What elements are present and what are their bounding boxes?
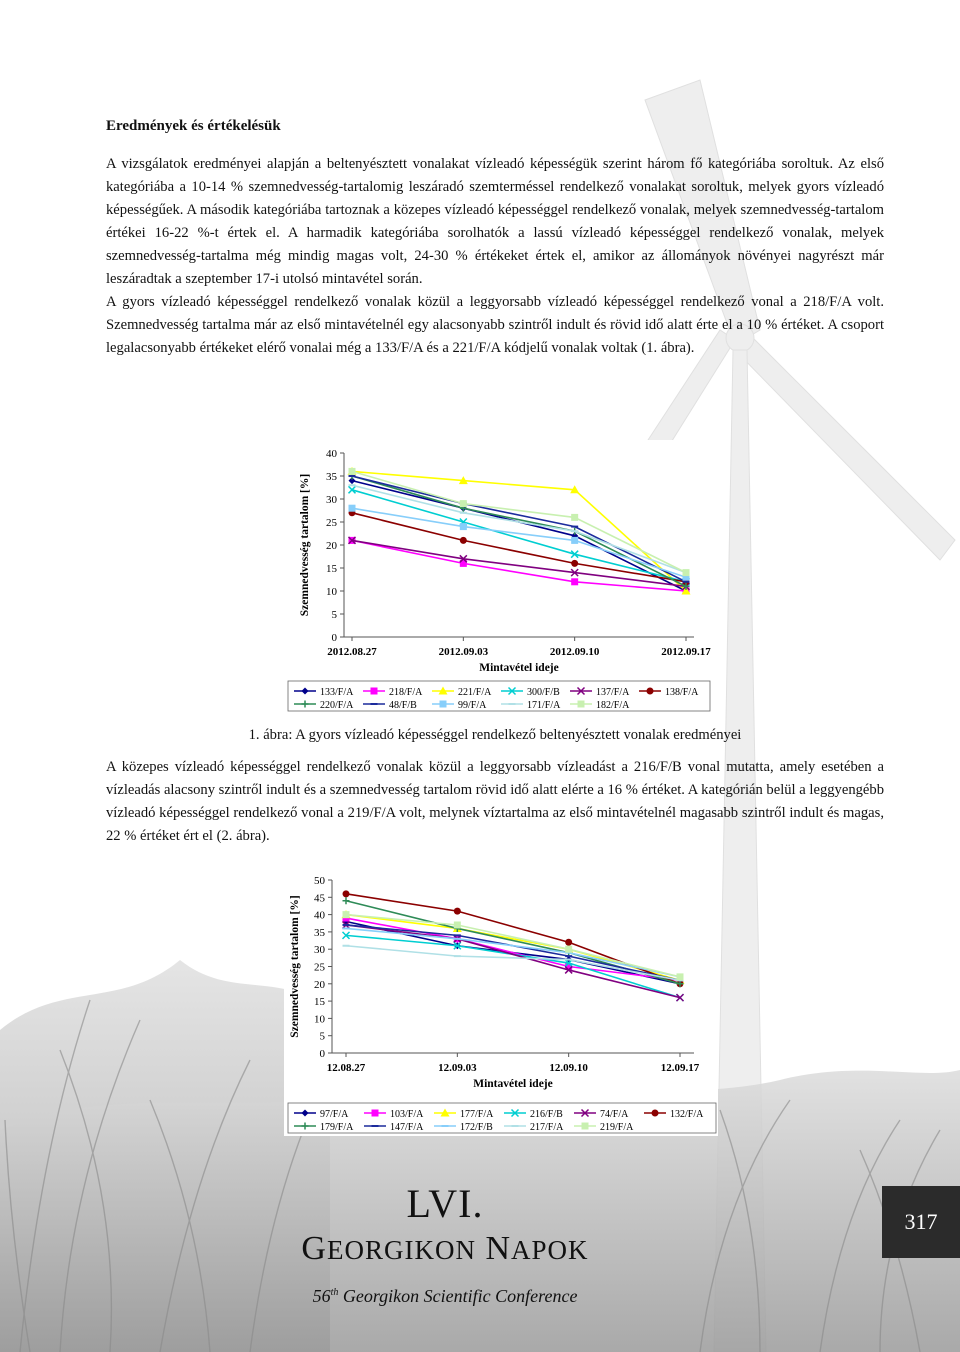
page-number: 317	[904, 1209, 938, 1234]
legend-label: 218/F/A	[389, 687, 423, 698]
x-tick-label: 12.09.03	[438, 1062, 477, 1074]
legend-label: 216/F/B	[530, 1109, 563, 1120]
data-point-99/F/A	[571, 537, 578, 544]
title-eorgikon: EORGIKON	[326, 1235, 476, 1265]
legend-label: 138/F/A	[665, 687, 699, 698]
y-tick-label: 20	[326, 540, 337, 552]
x-tick-label: 12.08.27	[326, 1062, 366, 1074]
y-tick-label: 30	[314, 944, 325, 957]
y-tick-label: 0	[319, 1048, 325, 1060]
conference-title	[250, 1230, 640, 1268]
y-tick-label: 40	[314, 909, 325, 922]
legend-marker	[647, 688, 654, 695]
legend-marker	[302, 1123, 309, 1130]
legend-label: 147/F/A	[390, 1122, 424, 1133]
main-text	[106, 118, 884, 360]
legend-label: 182/F/A	[596, 700, 630, 711]
page-number-box	[882, 1186, 960, 1258]
y-tick-label: 30	[326, 494, 337, 506]
legend-label: 177/F/A	[460, 1109, 494, 1120]
y-tick-label: 10	[326, 586, 337, 598]
data-point-182/F/A	[349, 468, 356, 475]
title-letter-g: G	[301, 1230, 327, 1267]
legend-label: 74/F/A	[600, 1109, 629, 1120]
series-line-171/F/A	[352, 485, 686, 572]
subtitle-number: 56	[312, 1286, 331, 1306]
y-tick-label: 5	[331, 609, 337, 621]
legend-label: 217/F/A	[530, 1122, 564, 1133]
chart-2-svg	[284, 866, 718, 1136]
data-point-182/F/A	[460, 500, 467, 507]
legend-label: 133/F/A	[320, 687, 354, 698]
y-tick-label: 25	[314, 961, 325, 974]
x-tick-label: 2012.09.10	[549, 646, 600, 658]
x-tick-label: 2012.09.17	[661, 646, 711, 658]
subtitle-sup: th	[330, 1287, 339, 1298]
paragraph-1: A vizsgálatok eredményei alapján a beltenyésztett vonalakat vízleadó képességük szerint három fő kategóriába soroltuk. Az első kategóriába a 10-14 % szemnedvesség-tartalomig leszáradó szemterméssel rendelkező vonalakat soroltuk, melyek gyors vízleadó képességűek. A második kategóriába tartoznak a közepes vízleadó képességgel rendelkező vonalak, melyek szemnedvesség-tartalom értékei 16-22 %-t értek el. A harmadik kategóriába sorolhatók a lassú vízleadó képességgel rendelkező vonalak, melyek szemnedvesség-tartalma még mindig magas volt, 24-30 % értékeket értek el, amikor az állományok növényei nagyrészt már leszáradtak a szeptember 17-i utolsó mintavétel során.	[106, 156, 884, 287]
y-tick-label: 35	[326, 471, 337, 483]
y-tick-label: 20	[314, 978, 325, 991]
data-point-132/F/A	[565, 939, 572, 946]
legend-label: 48/F/B	[389, 700, 417, 711]
legend-marker	[578, 701, 585, 708]
y-axis-label: Szemnedvesség tartalom [%]	[289, 895, 301, 1038]
legend-label: 97/F/A	[320, 1109, 349, 1120]
data-point-138/F/A	[571, 560, 578, 567]
legend-marker	[652, 1110, 659, 1117]
y-tick-label: 40	[326, 448, 337, 460]
section-heading: Eredmények és értékelésük	[106, 118, 281, 134]
subtitle-text: Georgikon Scientific Conference	[338, 1286, 578, 1306]
series-line-300/F/B	[352, 490, 686, 582]
legend-label: 171/F/A	[527, 700, 561, 711]
x-tick-label: 2012.08.27	[327, 646, 377, 658]
legend-label: 220/F/A	[320, 700, 354, 711]
x-tick-label: 12.09.17	[660, 1062, 700, 1074]
legend-label: 137/F/A	[596, 687, 630, 698]
legend-label: 221/F/A	[458, 687, 492, 698]
legend-label: 103/F/A	[390, 1109, 424, 1120]
legend-marker	[302, 1110, 309, 1117]
conference-number: LVI.	[406, 1181, 484, 1226]
data-point-179/F/A	[343, 897, 350, 904]
y-tick-label: 45	[314, 892, 325, 905]
chart-1-svg	[282, 440, 722, 712]
legend-marker	[582, 1123, 589, 1130]
chart-2	[284, 866, 718, 1136]
legend-label: 132/F/A	[670, 1109, 704, 1120]
y-axis-label: Szemnedvesség tartalom [%]	[299, 473, 311, 617]
legend-marker	[440, 701, 447, 708]
legend-marker	[302, 701, 309, 708]
x-axis-label: Mintavétel ideje	[473, 1078, 553, 1090]
data-point-219/F/A	[677, 973, 684, 980]
y-tick-label: 10	[314, 1013, 325, 1026]
legend-label: 99/F/A	[458, 700, 487, 711]
conference-subtitle	[250, 1286, 640, 1307]
paragraph-3: A közepes vízleadó képességgel rendelkező vonalak közül a leggyorsabb vízleadást a 216/F/B vonal mutatta, amely esetében a vízleadás alacsony szintről indult és a szemnedvesség tartalom rövid idő alatt elérte a 16 % értéket. A kategórián belül a leggyengébb vízleadó képességgel rendelkező vonal a 219/F/A volt, melynek víztartalma az első mintavételnél magasabb szintről indult és magas, 22 % értéket ért el (2. ábra).	[106, 759, 884, 844]
y-tick-label: 50	[314, 875, 325, 887]
data-point-182/F/A	[683, 569, 690, 576]
data-point-219/F/A	[343, 911, 350, 918]
y-tick-label: 25	[326, 517, 337, 529]
data-point-132/F/A	[454, 908, 461, 915]
y-tick-label: 15	[314, 996, 325, 1009]
legend-label: 219/F/A	[600, 1122, 634, 1133]
data-point-99/F/A	[349, 505, 356, 512]
data-point-218/F/A	[571, 578, 578, 585]
x-axis-label: Mintavétel ideje	[479, 662, 559, 674]
data-point-219/F/A	[454, 921, 461, 928]
data-point-182/F/A	[571, 514, 578, 521]
legend-marker	[371, 688, 378, 695]
y-tick-label: 5	[319, 1030, 325, 1043]
figure-caption-1: 1. ábra: A gyors vízleadó képességgel rendelkező beltenyésztett vonalak eredményei	[248, 727, 742, 743]
data-point-138/F/A	[460, 537, 467, 544]
y-tick-label: 0	[331, 632, 337, 644]
data-point-132/F/A	[343, 890, 350, 897]
data-point-99/F/A	[460, 523, 467, 530]
title-letter-n: N	[485, 1230, 512, 1267]
y-tick-label: 35	[314, 926, 325, 939]
series-line-217/F/A	[346, 946, 680, 981]
series-line-74/F/A	[346, 925, 680, 998]
chart-1	[282, 440, 722, 712]
legend-label: 300/F/B	[527, 687, 560, 698]
x-tick-label: 12.09.10	[549, 1062, 588, 1074]
legend-label: 172/F/B	[460, 1122, 493, 1133]
title-apok: APOK	[511, 1235, 589, 1265]
x-tick-label: 2012.09.03	[438, 646, 489, 658]
y-tick-label: 15	[326, 563, 337, 575]
legend-marker	[302, 688, 309, 695]
paragraph-2: A gyors vízleadó képességgel rendelkező vonalak közül a leggyorsabb vízleadó képességgel rendelkező vonal a 218/F/A volt. Szemnedvesség tartalma már az első mintavételnél egy alacsonyabb szintről indult és rövid idő alatt érte el a 10 % értéket. A csoport legalacsonyabb értékeket elérő vonalai még a 133/F/A és a 221/F/A kódjelű vonalak voltak (1. ábra).	[106, 294, 884, 356]
data-point-219/F/A	[565, 946, 572, 953]
legend-label: 179/F/A	[320, 1122, 354, 1133]
legend-marker	[372, 1110, 379, 1117]
